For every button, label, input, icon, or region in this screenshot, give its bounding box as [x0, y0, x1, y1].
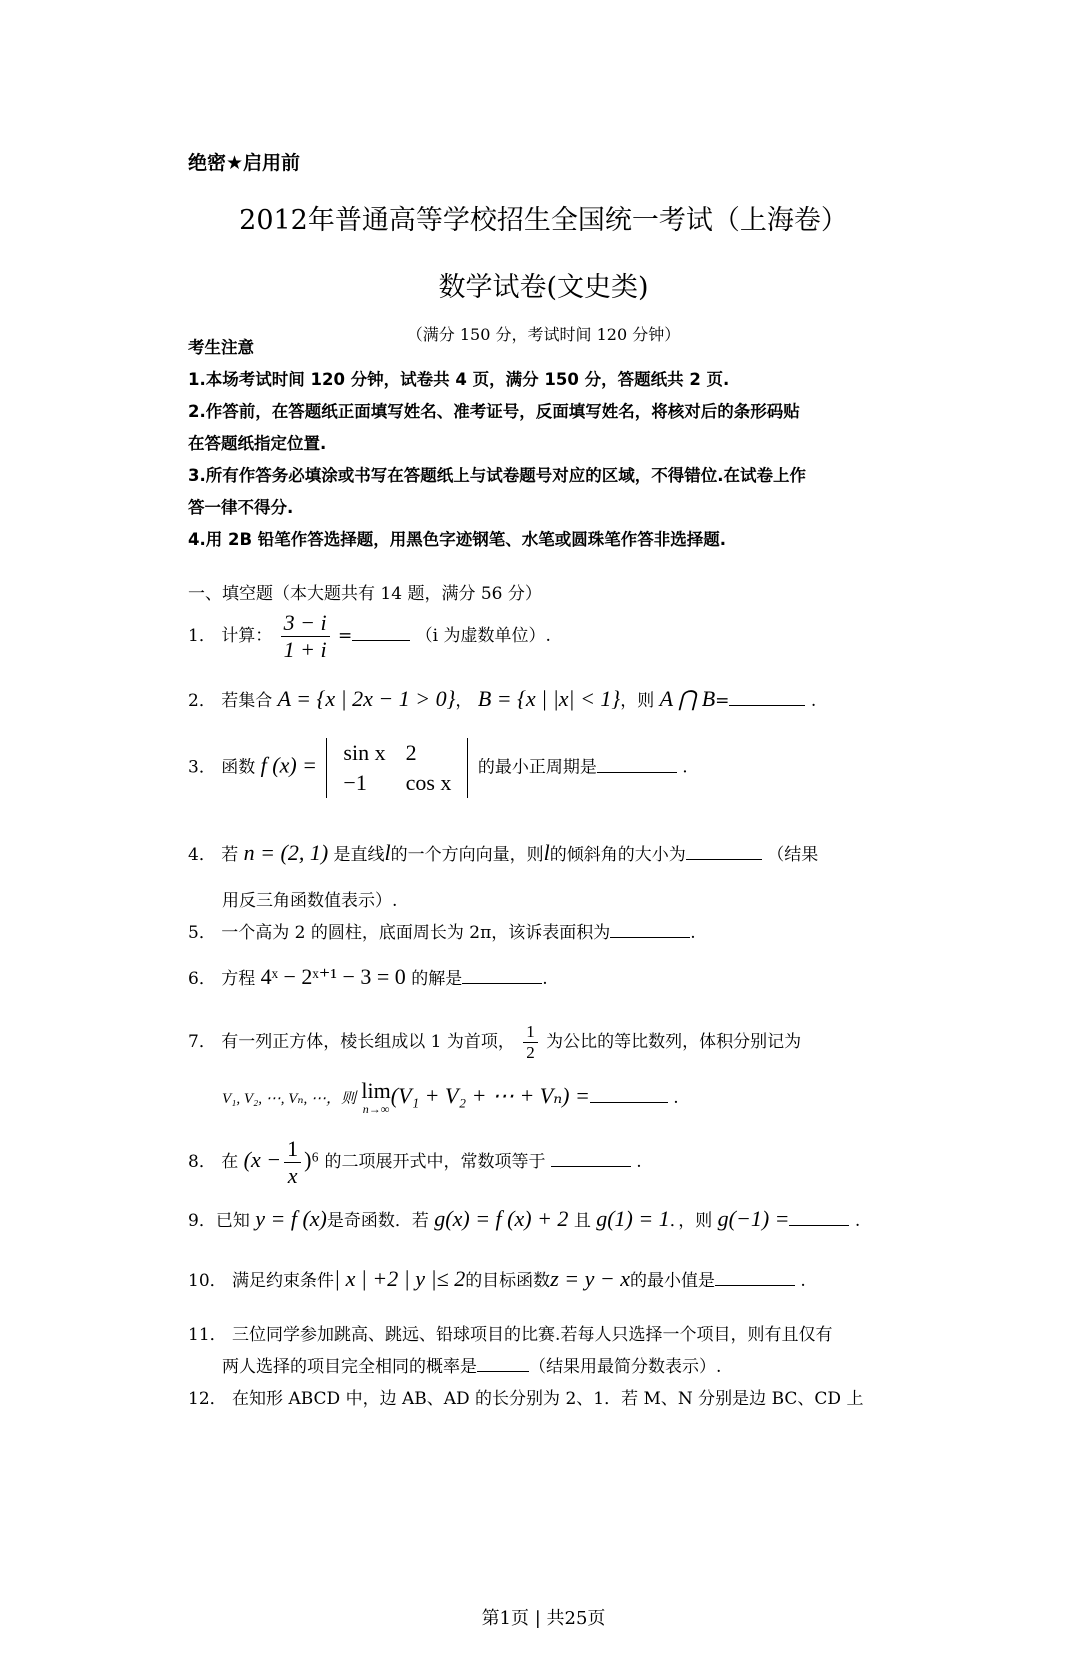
question-7-cont — [222, 1080, 679, 1117]
det-cell: sin x — [343, 740, 386, 765]
notice-item-2-cont: 在答题纸指定位置. — [188, 434, 327, 453]
limit — [361, 1080, 390, 1117]
question-text: 为公比的等比数列，体积分别记为 — [546, 1032, 802, 1052]
period: . — [682, 757, 688, 778]
question-text: ， — [455, 691, 473, 711]
fraction-denominator: 1 + i — [283, 637, 327, 662]
question-7 — [188, 1022, 801, 1063]
question-11 — [188, 1320, 832, 1345]
question-text: 在知形 ABCD 中，边 AB、AD 的长分别为 2、1．若 M、N 分别是边 BC、CD 上 — [232, 1389, 864, 1409]
question-text: 函数 — [221, 757, 256, 778]
exam-subtitle: 数学试卷(文史类) — [438, 272, 649, 303]
question-number: 5． — [188, 923, 216, 943]
det-cell: 2 — [405, 740, 417, 765]
fraction — [281, 610, 330, 663]
math-expression: A ⋂ B — [659, 686, 716, 711]
question-text: 满足约束条件 — [232, 1271, 335, 1291]
limit-subscript: n→∞ — [362, 1102, 390, 1116]
math-expression: A = {x | 2x − 1 > 0} — [277, 686, 456, 711]
question-4 — [188, 840, 818, 866]
answer-blank[interactable] — [462, 965, 542, 984]
question-text: 的二项展开式中，常数项等于 — [324, 1152, 546, 1172]
question-text: 且 — [573, 1211, 591, 1231]
question-9 — [188, 1206, 860, 1232]
question-number: 4． — [188, 845, 216, 865]
question-text: 有一列正方体，棱长组成以 1 为首项， — [221, 1032, 515, 1052]
exam-title: 2012年普通高等学校招生全国统一考试（上海卷） — [239, 205, 848, 236]
math-expression: (x − — [243, 1147, 282, 1172]
fraction-denominator: x — [287, 1163, 298, 1188]
notice-item-2: 2.作答前，在答题纸正面填写姓名、准考证号，反面填写姓名，将核对后的条形码贴 — [188, 402, 800, 421]
question-10 — [188, 1266, 806, 1292]
notice-item-4: 4.用 2B 铅笔作答选择题，用黑色字迹钢笔、水笔或圆珠笔作答非选择题. — [188, 530, 727, 549]
question-text: 三位同学参加跳高、跳远、铅球项目的比赛.若每人只选择一个项目，则有且仅有 — [232, 1325, 833, 1345]
answer-blank[interactable] — [352, 622, 410, 641]
fraction-numerator: 1 — [284, 1136, 301, 1163]
equals: = — [338, 626, 353, 646]
math-expression: (V₁ + V₂ + ⋯ + Vₙ) = — [390, 1083, 590, 1108]
section-heading: 一、填空题（本大题共有 14 题，满分 56 分） — [188, 584, 542, 604]
question-text: 的一个方向向量，则 — [390, 845, 544, 865]
question-5 — [188, 918, 696, 943]
answer-blank[interactable] — [729, 687, 805, 706]
answer-blank[interactable] — [789, 1207, 849, 1226]
notice-item-1: 1.本场考试时间 120 分钟，试卷共 4 页，满分 150 分，答题纸共 2 页. — [188, 370, 730, 389]
fraction-numerator: 1 — [523, 1022, 538, 1043]
confidential-label: 绝密★启用前 — [188, 152, 301, 174]
question-number: 11． — [188, 1325, 227, 1345]
question-text: 两人选择的项目完全相同的概率是 — [222, 1357, 477, 1377]
question-6 — [188, 964, 548, 990]
fraction-denominator: 2 — [526, 1043, 535, 1062]
question-text: 若 — [221, 845, 239, 865]
period: . — [636, 1152, 642, 1172]
math-expression: | x | +2 | y |≤ 2 — [334, 1266, 466, 1291]
period: . — [542, 969, 548, 989]
sequence-text: V₁, V₂, ⋯, Vₙ, ⋯，则 — [222, 1091, 356, 1107]
question-number: 2． — [188, 691, 216, 711]
math-expression: g(1) = 1 — [596, 1206, 670, 1231]
question-number: 1． — [188, 626, 216, 646]
math-expression: g(−1) = — [717, 1206, 790, 1231]
question-12 — [188, 1384, 863, 1409]
question-number: 10． — [188, 1271, 227, 1291]
line-symbol: l — [543, 840, 550, 865]
fraction — [284, 1136, 301, 1189]
answer-blank[interactable] — [551, 1148, 631, 1167]
question-text: 计算： — [221, 626, 273, 646]
det-cell: cos x — [405, 770, 452, 795]
vector-expression: n = (2, 1) — [243, 840, 329, 865]
question-8 — [188, 1136, 642, 1189]
question-text: 方程 — [221, 969, 256, 989]
question-text: （结果 — [767, 845, 819, 865]
question-text: （i 为虚数单位）. — [415, 626, 551, 646]
notice-item-3-cont: 答一律不得分. — [188, 498, 294, 517]
question-text: 已知 — [215, 1211, 250, 1231]
determinant — [326, 738, 468, 798]
question-text: 的解是 — [411, 969, 463, 989]
question-text: 是直线 — [333, 845, 385, 865]
period: . — [800, 1271, 806, 1291]
question-number: 3． — [188, 757, 216, 778]
det-cell: −1 — [343, 770, 367, 795]
math-expression: g(x) = f (x) + 2 — [434, 1206, 569, 1231]
question-text: 的最小正周期是 — [477, 757, 597, 778]
answer-blank[interactable] — [715, 1267, 795, 1286]
question-text: （结果用最简分数表示）. — [529, 1357, 722, 1377]
answer-blank[interactable] — [477, 1353, 529, 1372]
question-2 — [188, 686, 816, 712]
period: . — [673, 1088, 679, 1108]
math-expression: z = y − x — [550, 1266, 630, 1291]
question-text: 在 — [221, 1152, 239, 1172]
question-text: ，则 — [620, 691, 655, 711]
page-footer: 第1页 | 共25页 — [481, 1608, 606, 1629]
period: . — [690, 923, 696, 943]
question-number: 6． — [188, 969, 216, 989]
limit-symbol: lim — [361, 1078, 391, 1103]
question-4-cont: 用反三角函数值表示）. — [222, 891, 398, 911]
question-text: ．，则 — [669, 1211, 713, 1231]
math-expression: )⁶ — [304, 1147, 320, 1172]
answer-blank[interactable] — [686, 841, 762, 860]
question-number: 8． — [188, 1152, 216, 1172]
period: . — [854, 1211, 861, 1231]
equals: = — [715, 691, 730, 711]
question-text: 的倾斜角的大小为 — [549, 845, 686, 865]
question-text: 是奇函数．若 — [326, 1211, 429, 1231]
notice-heading: 考生注意 — [188, 338, 254, 357]
question-number: 7． — [188, 1032, 216, 1052]
question-11-cont — [222, 1352, 721, 1377]
math-expression: 4ˣ − 2ˣ⁺¹ − 3 = 0 — [260, 964, 406, 989]
line-symbol: l — [384, 840, 391, 865]
math-expression: y = f (x) — [255, 1206, 327, 1231]
question-3 — [188, 738, 688, 798]
question-text: 若集合 — [221, 691, 273, 711]
question-number: 12． — [188, 1389, 227, 1409]
period: . — [810, 691, 817, 711]
answer-blank[interactable] — [610, 919, 690, 938]
fraction — [523, 1022, 538, 1063]
fraction-numerator: 3 − i — [281, 610, 330, 637]
question-text: 一个高为 2 的圆柱，底面周长为 2π，该诉表面积为 — [221, 923, 611, 943]
answer-blank[interactable] — [597, 754, 677, 773]
question-text: 的目标函数 — [465, 1271, 551, 1291]
question-1 — [188, 610, 551, 663]
notice-item-3: 3.所有作答务必填涂或书写在答题纸上与试卷题号对应的区域，不得错位.在试卷上作 — [188, 466, 807, 485]
question-text: 的最小值是 — [629, 1271, 715, 1291]
math-expression: B = {x | |x| < 1} — [477, 686, 621, 711]
question-number: 9． — [188, 1211, 216, 1231]
answer-blank[interactable] — [590, 1084, 668, 1103]
score-info: （满分 150 分，考试时间 120 分钟） — [406, 325, 681, 344]
math-expression: f (x) = — [260, 752, 318, 778]
